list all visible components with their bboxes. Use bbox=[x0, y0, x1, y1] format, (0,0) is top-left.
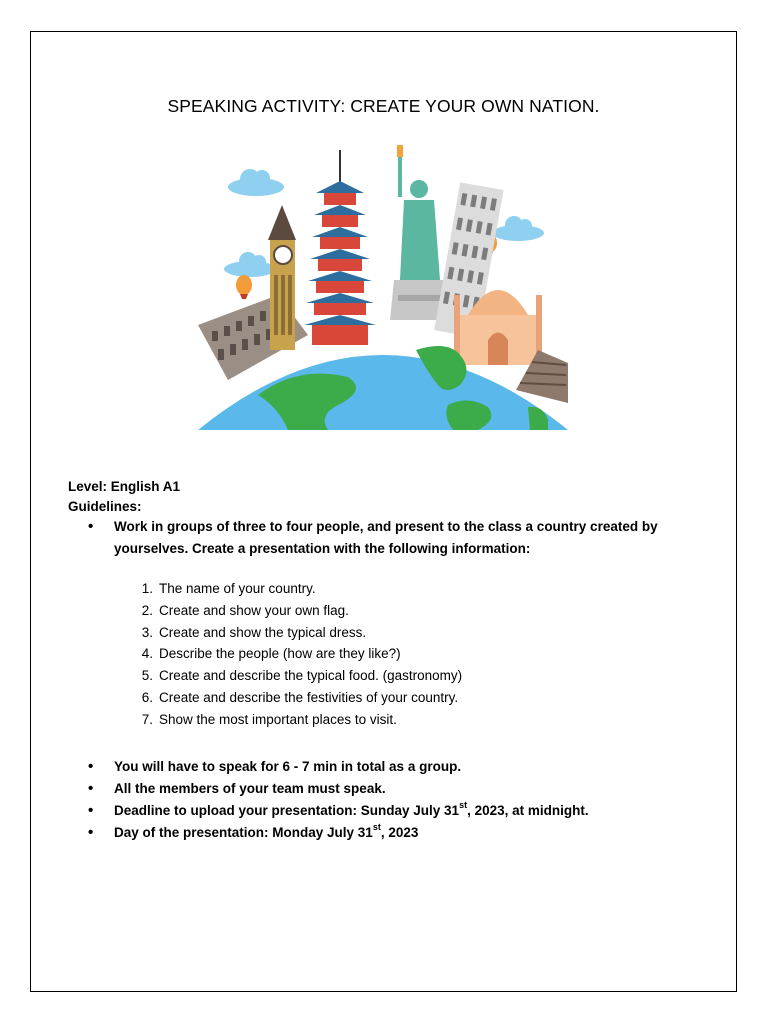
list-item: 2. Create and show your own flag. bbox=[141, 602, 349, 618]
cloud-icon bbox=[492, 216, 544, 241]
document-page bbox=[30, 31, 737, 992]
list-item: 6. Create and describe the festivities of your country. bbox=[141, 689, 459, 705]
level-label: Level: English A1 bbox=[68, 479, 181, 494]
list-item: 3. Create and show the typical dress. bbox=[141, 624, 367, 640]
list-item: • Day of the presentation: Monday July 31st, 2023 bbox=[68, 822, 668, 844]
intro-bullet-list bbox=[68, 516, 668, 560]
page-title: SPEAKING ACTIVITY: CREATE YOUR OWN NATION. bbox=[167, 96, 600, 116]
list-item: • Work in groups of three to four people, and present to the class a country created by yourselves. Create a presentation with the following information: bbox=[68, 516, 668, 560]
presentation-steps bbox=[127, 578, 462, 731]
pagoda-icon bbox=[304, 150, 376, 345]
list-item: 5. Create and describe the typical food. (gastronomy) bbox=[141, 668, 463, 684]
cloud-icon bbox=[224, 252, 276, 277]
list-item: 1. The name of your country. bbox=[141, 581, 316, 596]
big-ben-icon bbox=[268, 205, 296, 350]
list-item: 7. Show the most important places to visit. bbox=[141, 711, 397, 727]
guidelines-label: Guidelines: bbox=[68, 499, 142, 514]
list-item: • All the members of your team must speak. bbox=[68, 778, 668, 800]
list-item: 4. Describe the people (how are they like?) bbox=[141, 646, 401, 662]
list-item: • Deadline to upload your presentation: Sunday July 31st, 2023, at midnight. bbox=[68, 800, 668, 822]
world-landmarks-illustration bbox=[198, 145, 568, 430]
balloon-icon bbox=[236, 275, 252, 299]
list-item: • You will have to speak for 6 - 7 min in total as a group. bbox=[68, 756, 668, 778]
cloud-icon bbox=[228, 169, 284, 196]
rules-bullet-list bbox=[68, 756, 668, 844]
activity-meta bbox=[68, 477, 180, 517]
